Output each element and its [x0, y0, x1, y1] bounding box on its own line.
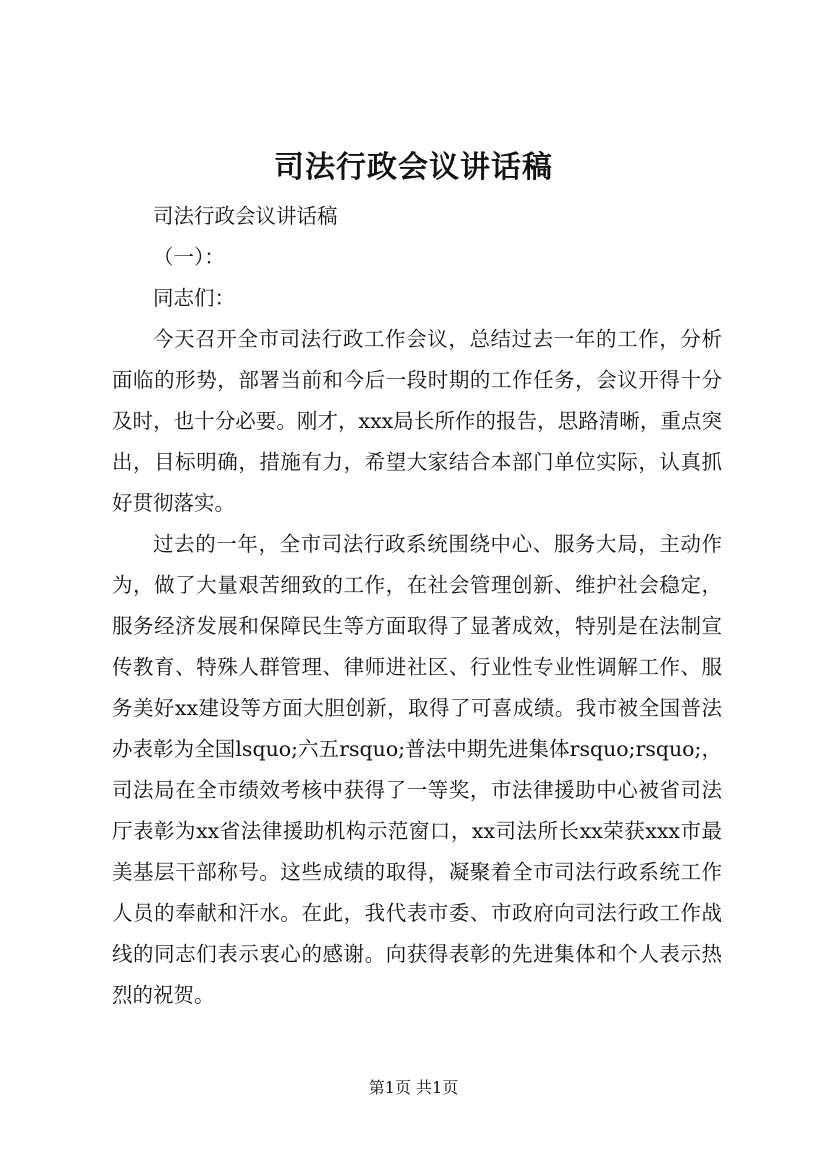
page-footer: 第1页 共1页 — [368, 1078, 459, 1097]
body-paragraph: 今天召开全市司法行政工作会议，总结过去一年的工作，分析面临的形势，部署当前和今后一段时期的工作任务，会议开得十分及时，也十分必要。刚才，xxx局长所作的报告，思路清晰，重点突出，目标明确，措施有力，希望大家结合本部门单位实际，认真抓好贯彻落实。 — [112, 327, 722, 515]
section-number: （一）： — [153, 245, 225, 269]
salutation: 同志们： — [153, 286, 235, 310]
document-title: 司法行政会议讲话稿 — [274, 150, 553, 185]
document-body — [112, 196, 722, 1016]
body-paragraph: 过去的一年，全市司法行政系统围绕中心、服务大局，主动作为，做了大量艰苦细致的工作，在社会管理创新、维护社会稳定，服务经济发展和保障民生等方面取得了显著成效，特别是在法制宣传教育、特殊人群管理、律师进社区、行业性专业性调解工作、服务美好xx建设等方面大胆创新，取得了可喜成绩。我市被全国普法办表彰为全国lsquo;六五rsquo;普法中期先进集体rsquo;rsquo;，司法局在全市绩效考核中获得了一等奖，市法律援助中心被省司法厅表彰为xx省法律援助机构示范窗口，xx司法所长xx荣获xxx市最美基层干部称号。这些成绩的取得，凝聚着全市司法行政系统工作人员的奉献和汗水。在此，我代表市委、市政府向司法行政工作战线的同志们表示衷心的感谢。向获得表彰的先进集体和个人表示热烈的祝贺。 — [112, 532, 722, 1007]
subtitle-paragraph: 司法行政会议讲话稿 — [153, 204, 338, 228]
